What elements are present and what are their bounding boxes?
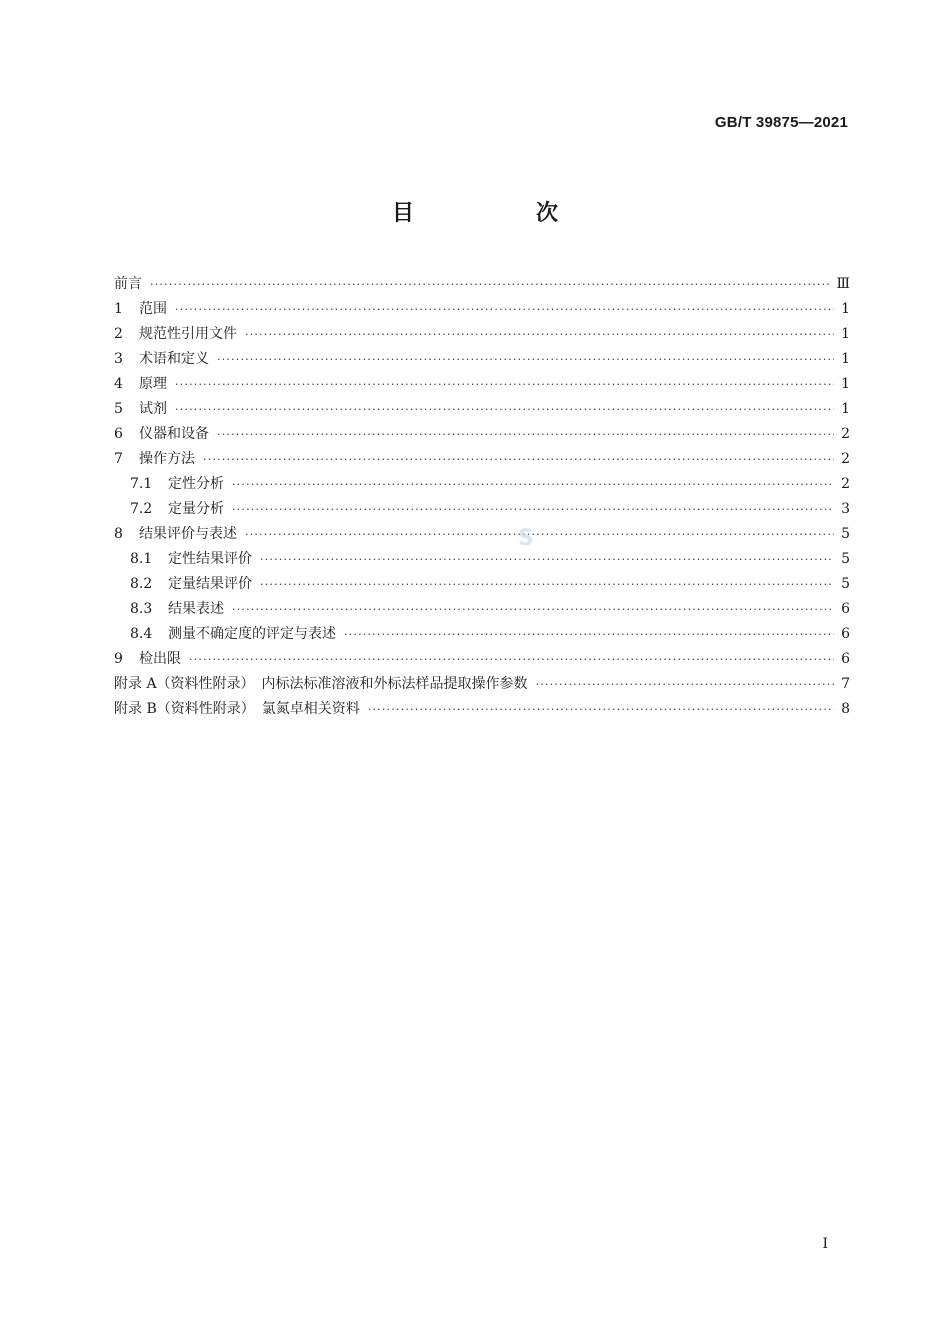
toc-entry[interactable] (114, 472, 850, 497)
toc-entry-number: 4 (114, 376, 123, 392)
toc-dot-leader (175, 372, 834, 397)
toc-entry-title: 操作方法 (139, 451, 195, 467)
toc-entry-number: 3 (114, 351, 123, 367)
toc-entry-title: 仪器和设备 (139, 426, 209, 442)
toc-entry[interactable] (114, 322, 850, 347)
toc-entry-page: 6 (841, 651, 850, 667)
toc-entry-number: 6 (114, 426, 123, 442)
toc-entry-title: 规范性引用文件 (139, 326, 237, 342)
toc-entry[interactable] (114, 297, 850, 322)
toc-entry-page: 5 (841, 526, 850, 542)
toc-entry-page: 6 (841, 626, 850, 642)
toc-entry-page: 1 (841, 326, 850, 342)
toc-entry[interactable] (114, 272, 850, 297)
toc-entry-title: 术语和定义 (139, 351, 209, 367)
toc-entry-number: 7.1 (130, 476, 153, 492)
toc-entry[interactable] (114, 422, 850, 447)
toc-dot-leader (189, 647, 834, 672)
toc-dot-leader (175, 397, 834, 422)
toc-entry[interactable] (114, 622, 850, 647)
toc-entry-number: 8.4 (130, 626, 153, 642)
toc-dot-leader (260, 547, 834, 572)
toc-entry-page: Ⅲ (836, 276, 850, 292)
toc-entry-title: 测量不确定度的评定与表述 (168, 626, 336, 642)
toc-entry[interactable] (114, 672, 850, 697)
toc-entry[interactable] (114, 697, 850, 722)
toc-entry-title: 范围 (139, 301, 167, 317)
toc-entry-title: 结果评价与表述 (139, 526, 237, 542)
toc-entry-title: 检出限 (139, 651, 181, 667)
toc-entry-title: 试剂 (139, 401, 167, 417)
toc-entry-number: 2 (114, 326, 123, 342)
toc-entry-page: 1 (841, 301, 850, 317)
toc-entry-number: 8.2 (130, 576, 153, 592)
toc-entry-title: 定性结果评价 (168, 551, 252, 567)
watermark-logo-icon: S (518, 526, 534, 551)
toc-entry-number: 9 (114, 651, 123, 667)
toc-dot-leader (232, 597, 834, 622)
toc-dot-leader (175, 297, 834, 322)
toc-entry-page: 6 (841, 601, 850, 617)
toc-entry-title: 前言 (114, 276, 142, 292)
toc-entry-number: 7 (114, 451, 123, 467)
toc-entry[interactable] (114, 572, 850, 597)
page-title: 目 次 (391, 201, 608, 226)
toc-dot-leader (217, 347, 834, 372)
toc-entry-title: 原理 (139, 376, 167, 392)
toc-dot-leader (232, 472, 834, 497)
toc-entry-number: 8 (114, 526, 123, 542)
toc-entry-number: 8.1 (130, 551, 153, 567)
toc-dot-leader (203, 447, 834, 472)
toc-dot-leader (245, 322, 834, 347)
toc-entry-title: 定量分析 (168, 501, 224, 517)
toc-entry[interactable] (114, 547, 850, 572)
toc-dot-leader (344, 622, 834, 647)
toc-entry-title: 结果表述 (168, 601, 224, 617)
toc-entry[interactable] (114, 597, 850, 622)
toc-entry-page: 7 (841, 676, 850, 692)
toc-entry[interactable] (114, 397, 850, 422)
standard-number: GB/T 39875—2021 (714, 114, 848, 131)
toc-entry-page: 1 (841, 376, 850, 392)
toc-entry[interactable] (114, 522, 850, 547)
toc-entry-page: 1 (841, 351, 850, 367)
toc-entry-title: 定性分析 (168, 476, 224, 492)
toc-entry[interactable] (114, 497, 850, 522)
toc-entry-number: 8.3 (130, 601, 153, 617)
toc-dot-leader (232, 497, 834, 522)
toc-entry-number: 7.2 (130, 501, 153, 517)
toc-dot-leader (536, 672, 834, 697)
table-of-contents (114, 272, 850, 722)
toc-entry[interactable] (114, 447, 850, 472)
toc-entry-page: 5 (841, 551, 850, 567)
toc-entry-page: 2 (841, 451, 850, 467)
toc-entry-page: 3 (841, 501, 850, 517)
toc-entry[interactable] (114, 347, 850, 372)
toc-entry[interactable] (114, 372, 850, 397)
toc-entry-page: 8 (841, 701, 850, 717)
toc-entry-page: 5 (841, 576, 850, 592)
toc-entry-number: 1 (114, 301, 123, 317)
toc-entry-page: 2 (841, 426, 850, 442)
toc-dot-leader (150, 272, 830, 297)
toc-entry-number: 5 (114, 401, 123, 417)
toc-entry-title: 附录 A（资料性附录） 内标法标准溶液和外标法样品提取操作参数 (114, 676, 528, 692)
toc-entry-title: 定量结果评价 (168, 576, 252, 592)
toc-entry-title: 附录 B（资料性附录） 氯氮卓相关资料 (114, 701, 360, 717)
toc-dot-leader (217, 422, 834, 447)
toc-entry-page: 1 (841, 401, 850, 417)
toc-dot-leader (368, 697, 834, 722)
toc-entry-page: 2 (841, 476, 850, 492)
toc-entry[interactable] (114, 647, 850, 672)
page-folio: Ⅰ (822, 1236, 828, 1252)
toc-dot-leader (260, 572, 834, 597)
